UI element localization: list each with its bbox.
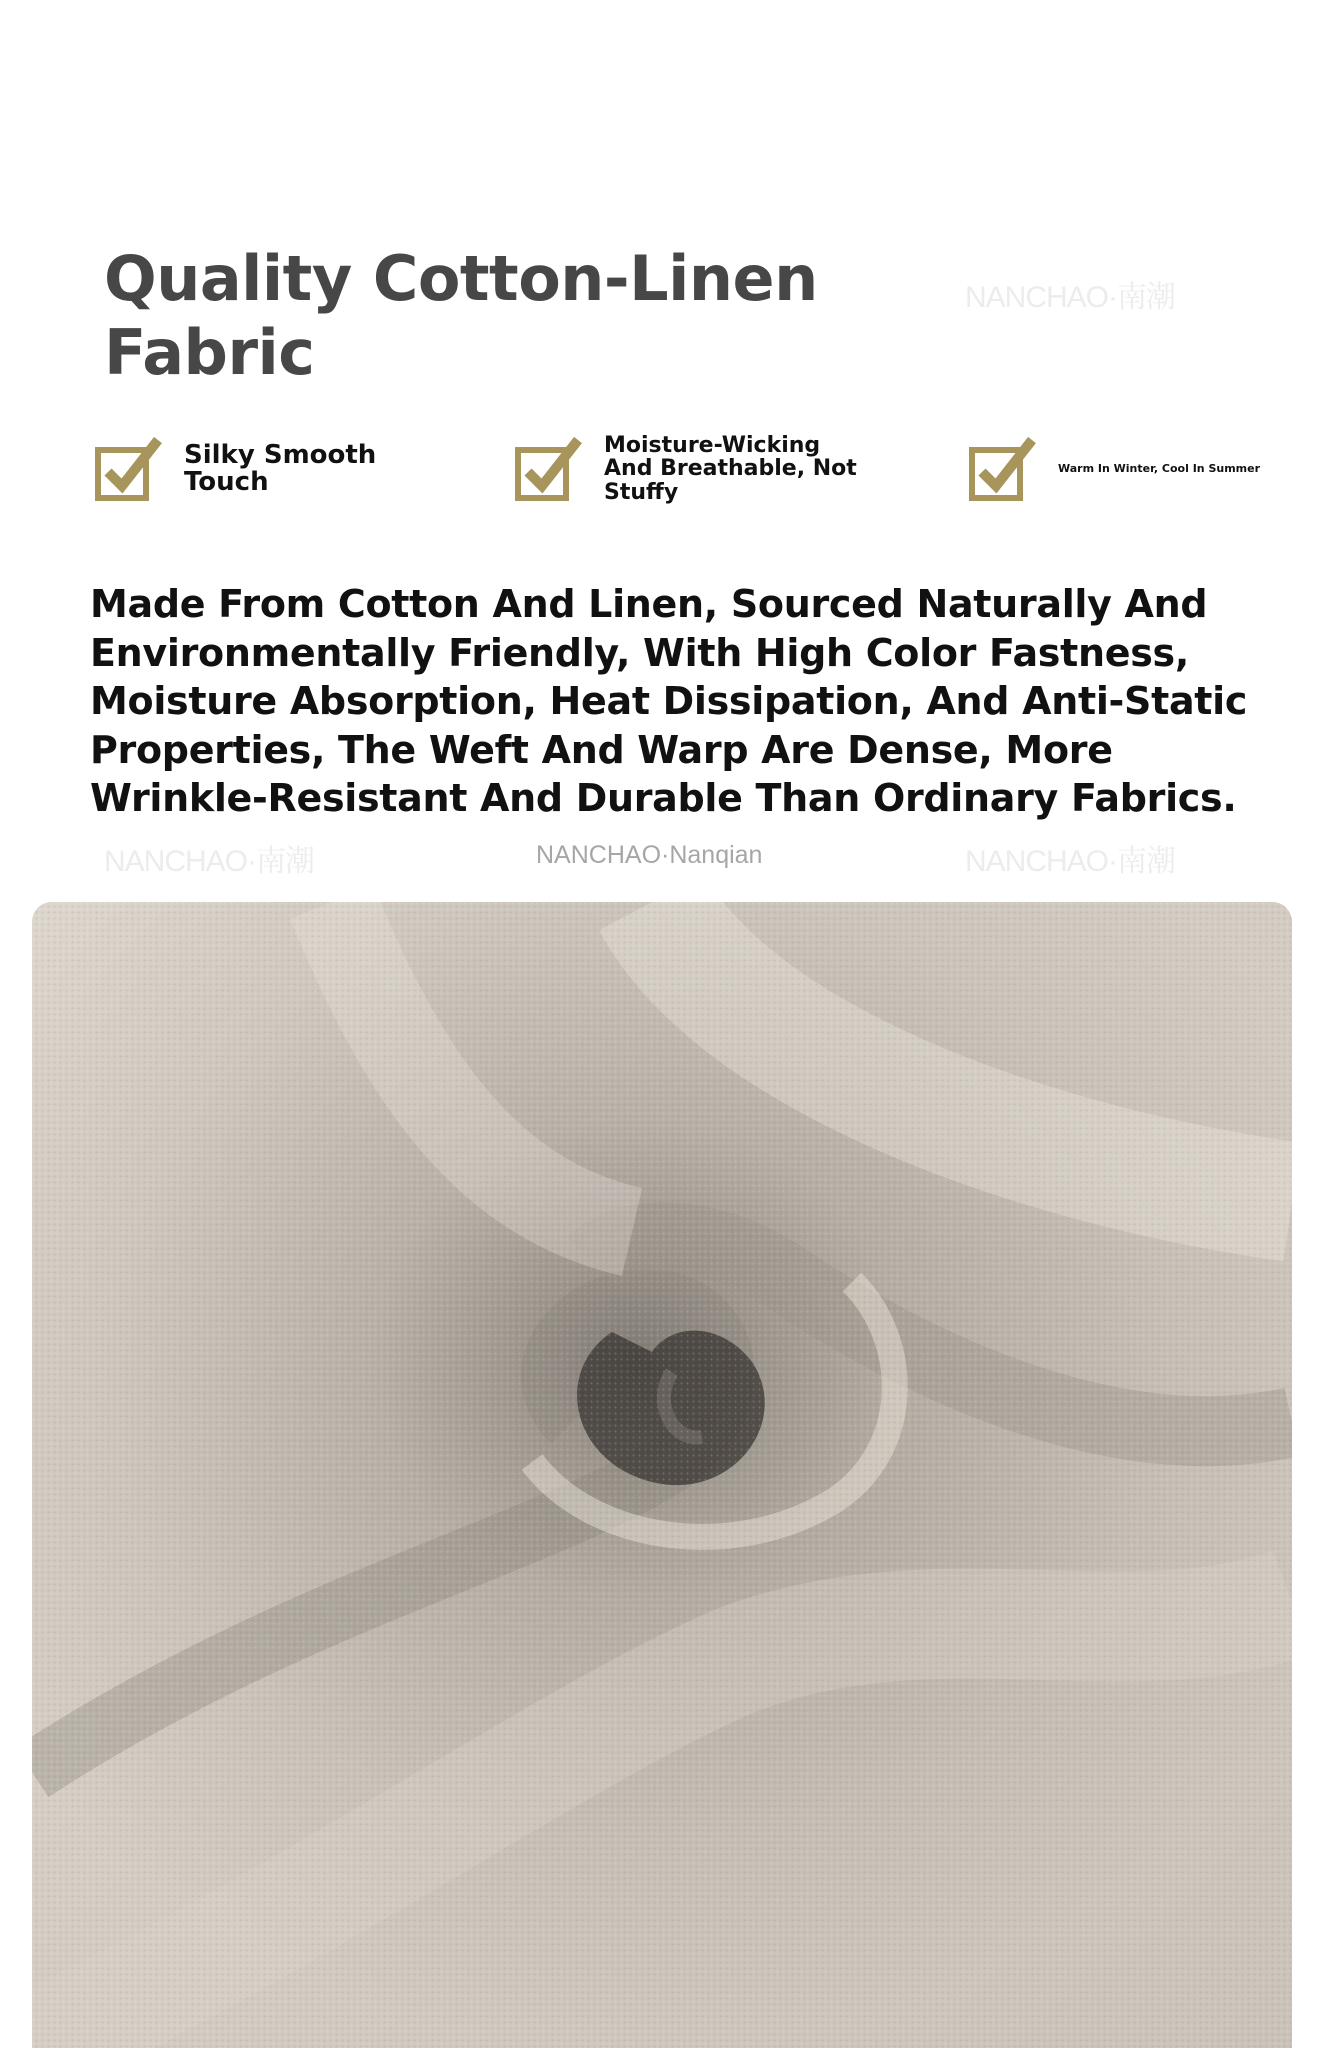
feature-label: Silky Smooth Touch <box>184 439 377 497</box>
feature-item-breathable <box>514 434 864 504</box>
feature-label: Warm In Winter, Cool In Summer <box>1058 462 1261 476</box>
credit-watermark: NANCHAO·Nanqian <box>536 841 763 869</box>
fabric-swirl-illustration <box>32 902 1292 2048</box>
feature-item-silky-touch <box>94 434 384 504</box>
feature-label: Moisture-Wicking And Breathable, Not Stuffy <box>604 433 857 505</box>
gold-checkbox-icon <box>514 434 584 504</box>
description-line: Moisture Absorption, Heat Dissipation, And Anti-Static <box>90 679 1248 723</box>
brand-watermark: NANCHAO·南潮 <box>104 845 315 878</box>
gold-checkbox-icon <box>968 434 1038 504</box>
feature-item-temperature <box>968 434 1261 504</box>
brand-watermark: NANCHAO·南潮 <box>965 845 1176 878</box>
product-description <box>90 580 1248 823</box>
description-line: Environmentally Friendly, With High Color Fastness, <box>90 630 1189 675</box>
description-line: Wrinkle-Resistant And Durable Than Ordinary Fabrics. <box>90 776 1237 820</box>
page-title-line-2: Fabric <box>104 316 315 389</box>
gold-checkbox-icon <box>94 434 164 504</box>
page-title <box>104 242 818 390</box>
description-line: Properties, The Weft And Warp Are Dense, More <box>90 727 1113 772</box>
description-line: Made From Cotton And Linen, Sourced Naturally And <box>90 582 1208 626</box>
fabric-photo <box>32 902 1292 2048</box>
brand-watermark: NANCHAO·南潮 <box>965 281 1176 314</box>
page-title-line-1: Quality Cotton-Linen <box>104 242 818 315</box>
